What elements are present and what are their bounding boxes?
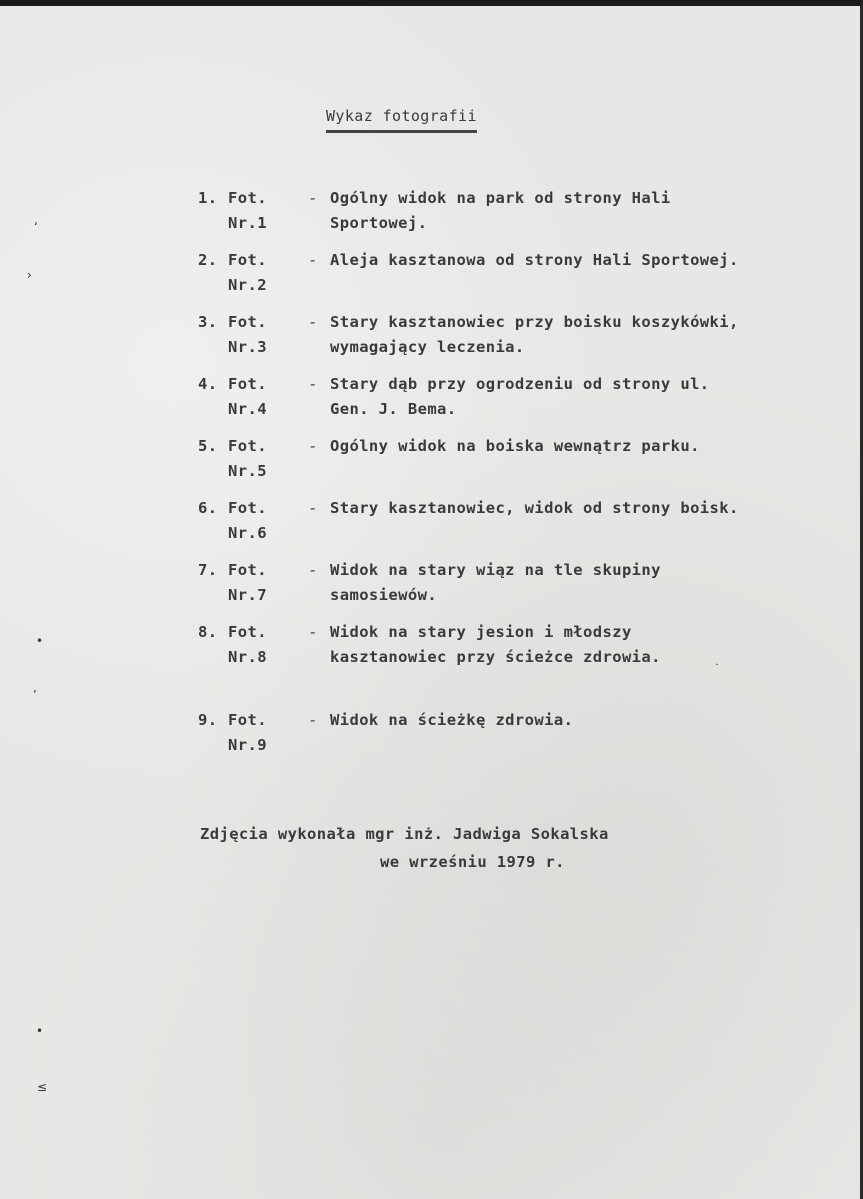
list-item — [198, 708, 818, 758]
entry-description: Stary kasztanowiec, widok od strony boisk. — [330, 499, 739, 517]
list-item — [198, 186, 818, 236]
list-item — [198, 620, 818, 670]
entry-number: 4. — [198, 375, 218, 393]
entry-number: 6. — [198, 499, 218, 517]
credits-author: Zdjęcia wykonała mgr inż. Jadwiga Sokalska — [200, 825, 609, 843]
entry-number: 7. — [198, 561, 218, 579]
entry-number: 3. — [198, 313, 218, 331]
credits-date: we wrześniu 1979 r. — [380, 853, 565, 871]
entry-dash: - — [308, 313, 318, 331]
list-item — [198, 310, 818, 360]
entry-number: 2. — [198, 251, 218, 269]
entry-description: Ogólny widok na boiska wewnątrz parku. — [330, 437, 700, 455]
entry-dash: - — [308, 189, 318, 207]
entry-number: 8. — [198, 623, 218, 641]
entry-description: Ogólny widok na park od strony Hali Sportowej. — [330, 189, 671, 232]
entry-photo-ref: Fot. Nr.4 — [228, 375, 267, 418]
scan-speck: • — [36, 634, 44, 648]
entry-photo-ref: Fot. Nr.5 — [228, 437, 267, 480]
entry-photo-ref: Fot. Nr.2 — [228, 251, 267, 294]
entry-dash: - — [308, 437, 318, 455]
scan-speck: ≤ — [37, 1080, 48, 1094]
entry-description: Widok na stary jesion i młodszy kasztanowiec przy ścieżce zdrowia. — [330, 623, 661, 666]
entry-dash: - — [308, 561, 318, 579]
entry-photo-ref: Fot. Nr.7 — [228, 561, 267, 604]
entry-dash: - — [308, 623, 318, 641]
entry-photo-ref: Fot. Nr.1 — [228, 189, 267, 232]
entry-dash: - — [308, 251, 318, 269]
entry-number: 1. — [198, 189, 218, 207]
scan-speck: • — [36, 1024, 44, 1038]
entry-number: 5. — [198, 437, 218, 455]
entry-photo-ref: Fot. Nr.6 — [228, 499, 267, 542]
photo-list — [198, 186, 818, 770]
entry-photo-ref: Fot. Nr.9 — [228, 711, 267, 754]
entry-dash: - — [308, 375, 318, 393]
entry-description: Widok na ścieżkę zdrowia. — [330, 711, 574, 729]
scan-speck: ’ — [33, 688, 38, 702]
entry-photo-ref: Fot. Nr.8 — [228, 623, 267, 666]
photo-credits — [200, 820, 609, 876]
list-item — [198, 496, 818, 546]
entry-dash: - — [308, 499, 318, 517]
scan-speck: ˙ — [714, 662, 721, 676]
entry-description: Aleja kasztanowa od strony Hali Sportowej. — [330, 251, 739, 269]
entry-description: Stary dąb przy ogrodzeniu od strony ul. Gen. J. Bema. — [330, 375, 710, 418]
scan-speck: ‘ — [34, 220, 39, 234]
entry-dash: - — [308, 711, 318, 729]
entry-photo-ref: Fot. Nr.3 — [228, 313, 267, 356]
list-item — [198, 434, 818, 484]
list-item — [198, 372, 818, 422]
list-item — [198, 558, 818, 608]
entry-description: Stary kasztanowiec przy boisku koszykówki, wymagający leczenia. — [330, 313, 739, 356]
scan-speck: › — [27, 268, 33, 282]
entry-description: Widok na stary wiąz na tle skupiny samosiewów. — [330, 561, 661, 604]
entry-number: 9. — [198, 711, 218, 729]
list-item — [198, 248, 818, 298]
document-title: Wykaz fotografii — [326, 107, 477, 133]
